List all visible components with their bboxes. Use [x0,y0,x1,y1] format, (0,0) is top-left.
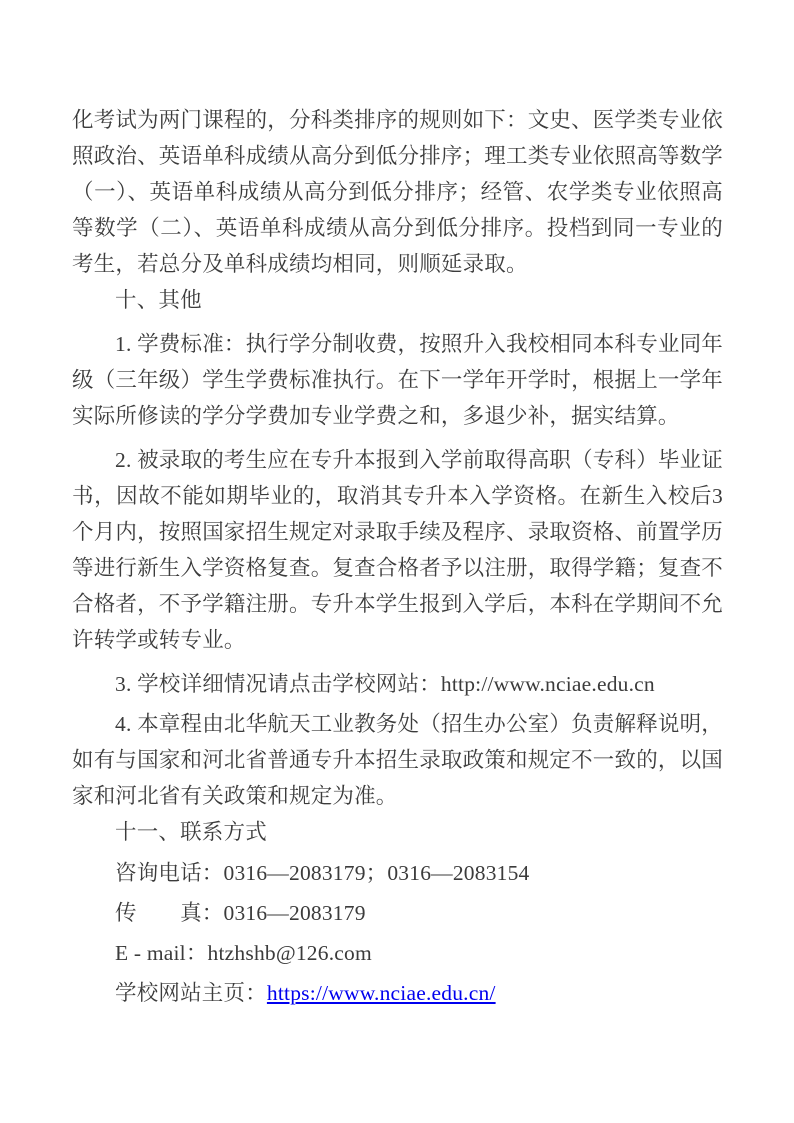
paragraph-tuition-standard: 1. 学费标准：执行学分制收费，按照升入我校相同本科专业同年级（三年级）学生学费标准执行。在下一学年开学时，根据上一学年实际所修读的学分学费加专业学费之和，多退少补，据实结算。 [72,332,724,428]
paragraph-interpretation-note: 4. 本章程由北华航天工业教务处（招生办公室）负责解释说明，如有与国家和河北省普通专升本招生录取政策和规定不一致的，以国家和河北省有关政策和规定为准。 [72,712,724,808]
contact-phone: 咨询电话：0316—2083179；0316—2083154 [115,861,530,885]
contact-fax: 传 真：0316—2083179 [115,901,366,925]
homepage-label: 学校网站主页： [115,981,267,1005]
paragraph-school-website-info: 3. 学校详细情况请点击学校网站：http://www.nciae.edu.cn [115,672,655,696]
paragraph-ranking-rules: 化考试为两门课程的，分科类排序的规则如下：文史、医学类专业依照政治、英语单科成绩从高分到低分排序；理工类专业依照高等数学（一）、英语单科成绩从高分到低分排序；经管、农学类专业依照高等数学（二）、英语单科成绩从高分到低分排序。投档到同一专业的考生，若总分及单科成绩均相同，则顺延录取。 [72,108,724,276]
contact-list [72,853,723,1013]
document-content [72,102,723,1013]
section-heading-other: 十、其他 [115,288,202,312]
contact-homepage [72,973,723,1013]
contact-email: E - mail：htzhshb@126.com [115,941,372,965]
paragraph-admission-qualification: 2. 被录取的考生应在专升本报到入学前取得高职（专科）毕业证书，因故不能如期毕业的，取消其专升本入学资格。在新生入校后3个月内，按照国家招生规定对录取手续及程序、录取资格、前置学历等进行新生入学资格复查。复查合格者予以注册，取得学籍；复查不合格者，不予学籍注册。专升本学生报到入学后，本科在学期间不允许转学或转专业。 [72,448,724,652]
section-heading-contact: 十一、联系方式 [115,820,267,844]
homepage-link[interactable]: https://www.nciae.edu.cn/ [266,981,496,1005]
